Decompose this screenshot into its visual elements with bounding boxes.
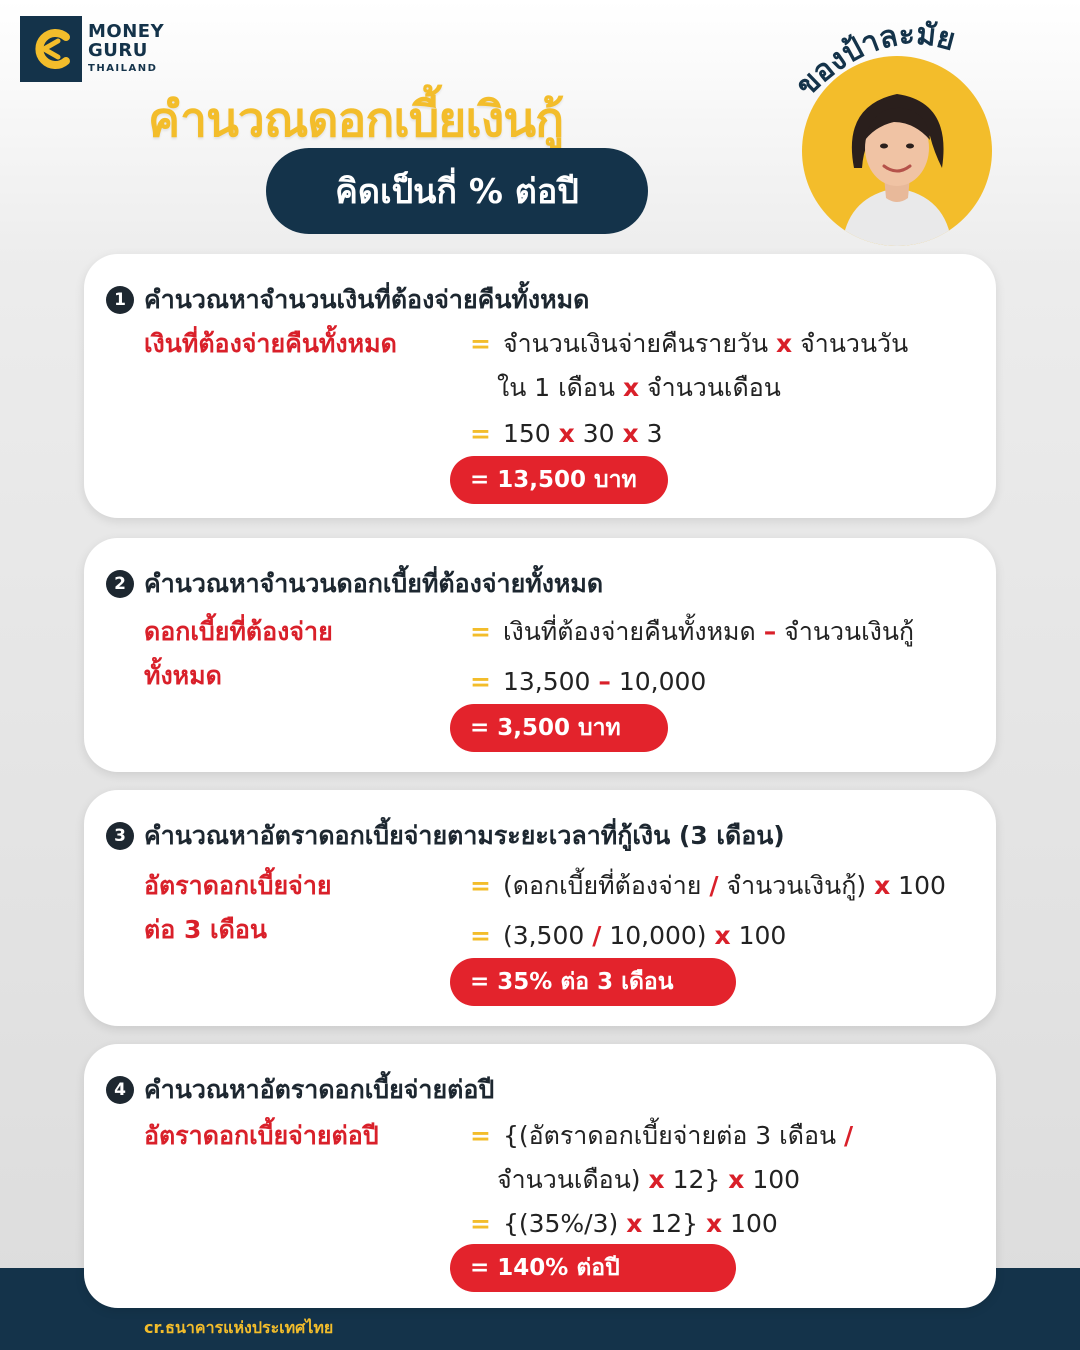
term: 100 <box>752 1165 801 1194</box>
formula-label-line: เงินที่ต้องจ่ายคืนทั้งหมด <box>144 329 397 358</box>
logo-line-1: MONEY <box>88 21 165 42</box>
formula-label-line: ดอกเบี้ยที่ต้องจ่าย <box>144 617 333 646</box>
step-title <box>106 564 603 604</box>
term: จำนวนเดือน) <box>497 1165 641 1194</box>
result-badge: = 35% ต่อ 3 เดือน <box>450 958 736 1006</box>
term: 10,000) <box>609 921 707 950</box>
formula-label <box>144 610 333 698</box>
term: 10,000 <box>618 667 707 696</box>
equals-sign: = <box>470 617 491 646</box>
logo-wordmark <box>88 22 164 74</box>
substitution-line <box>470 1202 778 1246</box>
operator: x <box>558 419 575 448</box>
brand-logo <box>20 16 170 82</box>
equals-sign: = <box>470 1121 491 1150</box>
operator: / <box>592 921 602 950</box>
formula-label-line: ต่อ 3 เดือน <box>144 915 267 944</box>
substitution-line <box>470 412 662 456</box>
step-number: 2 <box>106 570 134 598</box>
step-number: 3 <box>106 822 134 850</box>
formula-label-line: อัตราดอกเบี้ยจ่ายต่อปี <box>144 1121 379 1150</box>
term: จำนวนเดือน <box>647 373 781 402</box>
term: 30 <box>582 419 615 448</box>
equals-sign: = <box>470 419 491 448</box>
substitution-line <box>470 660 706 704</box>
operator: x <box>874 871 891 900</box>
term: จำนวนเงินจ่ายคืนรายวัน <box>502 329 769 358</box>
term: 100 <box>738 921 787 950</box>
term: (3,500 <box>502 921 585 950</box>
term: จำนวนเงินกู้) <box>726 871 867 900</box>
equals-sign: = <box>470 1209 491 1238</box>
logo-mark-icon <box>20 16 82 82</box>
term: 13,500 <box>502 667 591 696</box>
operator: x <box>714 921 731 950</box>
formula-label-line: อัตราดอกเบี้ยจ่าย <box>144 871 332 900</box>
operator: / <box>844 1121 854 1150</box>
operator: / <box>709 871 719 900</box>
result-badge: = 3,500 บาท <box>450 704 668 752</box>
step-number: 4 <box>106 1076 134 1104</box>
step-title-text: คำนวณหาจำนวนเงินที่ต้องจ่ายคืนทั้งหมด <box>144 285 590 314</box>
logo-line-3: THAILAND <box>88 63 158 74</box>
page-title: คำนวณดอกเบี้ยเงินกู้ <box>148 92 564 148</box>
subtitle-pill <box>266 148 648 234</box>
operator: x <box>626 1209 643 1238</box>
step-title-text: คำนวณหาอัตราดอกเบี้ยจ่ายตามระยะเวลาที่กู้เงิน (3 เดือน) <box>144 821 785 850</box>
step-title <box>106 280 589 320</box>
equals-sign: = <box>470 921 491 950</box>
source-credit: cr.ธนาคารแห่งประเทศไทย <box>144 1318 334 1337</box>
formula-label-line: ทั้งหมด <box>144 661 222 690</box>
term: เงินที่ต้องจ่ายคืนทั้งหมด <box>502 617 756 646</box>
step-card-4 <box>84 1044 996 1308</box>
term: ใน 1 เดือน <box>497 373 615 402</box>
step-title <box>106 1070 494 1110</box>
step-title <box>106 816 785 856</box>
term: 3 <box>646 419 663 448</box>
term: {(35%/3) <box>502 1209 619 1238</box>
operator: x <box>728 1165 745 1194</box>
operator: x <box>705 1209 723 1238</box>
formula-line-continued <box>470 1158 800 1202</box>
byline-curved <box>788 14 1008 104</box>
equals-sign: = <box>470 329 491 358</box>
formula-label <box>144 1114 379 1158</box>
operator: x <box>648 1165 665 1194</box>
logo-line-2: GURU <box>88 40 148 61</box>
formula-line <box>470 610 914 654</box>
term: 100 <box>898 871 946 900</box>
result-badge: = 140% ต่อปี <box>450 1244 736 1292</box>
equals-sign: = <box>470 667 491 696</box>
substitution-line <box>470 914 786 958</box>
formula-line <box>470 1114 853 1158</box>
formula-line <box>470 864 946 908</box>
subtitle-text: คิดเป็นกี่ % ต่อปี <box>335 172 579 212</box>
byline-text: ของป้าละมัย <box>789 16 960 104</box>
step-number: 1 <box>106 286 134 314</box>
operator: – <box>598 667 611 696</box>
term: {(อัตราดอกเบี้ยจ่ายต่อ 3 เดือน <box>502 1121 837 1150</box>
formula-label <box>144 322 397 366</box>
operator: x <box>776 329 793 358</box>
equals-sign: = <box>470 871 491 900</box>
step-card-3 <box>84 790 996 1026</box>
operator: x <box>622 373 640 402</box>
step-title-text: คำนวณหาจำนวนดอกเบี้ยที่ต้องจ่ายทั้งหมด <box>144 569 604 598</box>
step-card-1 <box>84 254 996 518</box>
step-card-2 <box>84 538 996 772</box>
term: (ดอกเบี้ยที่ต้องจ่าย <box>502 871 702 900</box>
step-title-text: คำนวณหาอัตราดอกเบี้ยจ่ายต่อปี <box>144 1075 495 1104</box>
operator: x <box>622 419 639 448</box>
formula-label <box>144 864 332 952</box>
svg-text:ของป้าละมัย <box>789 17 959 104</box>
term: 12} <box>672 1165 721 1194</box>
result-badge: = 13,500 บาท <box>450 456 668 504</box>
term: 12} <box>650 1209 699 1238</box>
term: จำนวนวัน <box>800 329 909 358</box>
formula-line-continued <box>470 366 781 410</box>
term: 100 <box>730 1209 778 1238</box>
formula-line <box>470 322 908 366</box>
operator: – <box>763 617 777 646</box>
term: จำนวนเงินกู้ <box>784 617 915 646</box>
term: 150 <box>502 419 551 448</box>
